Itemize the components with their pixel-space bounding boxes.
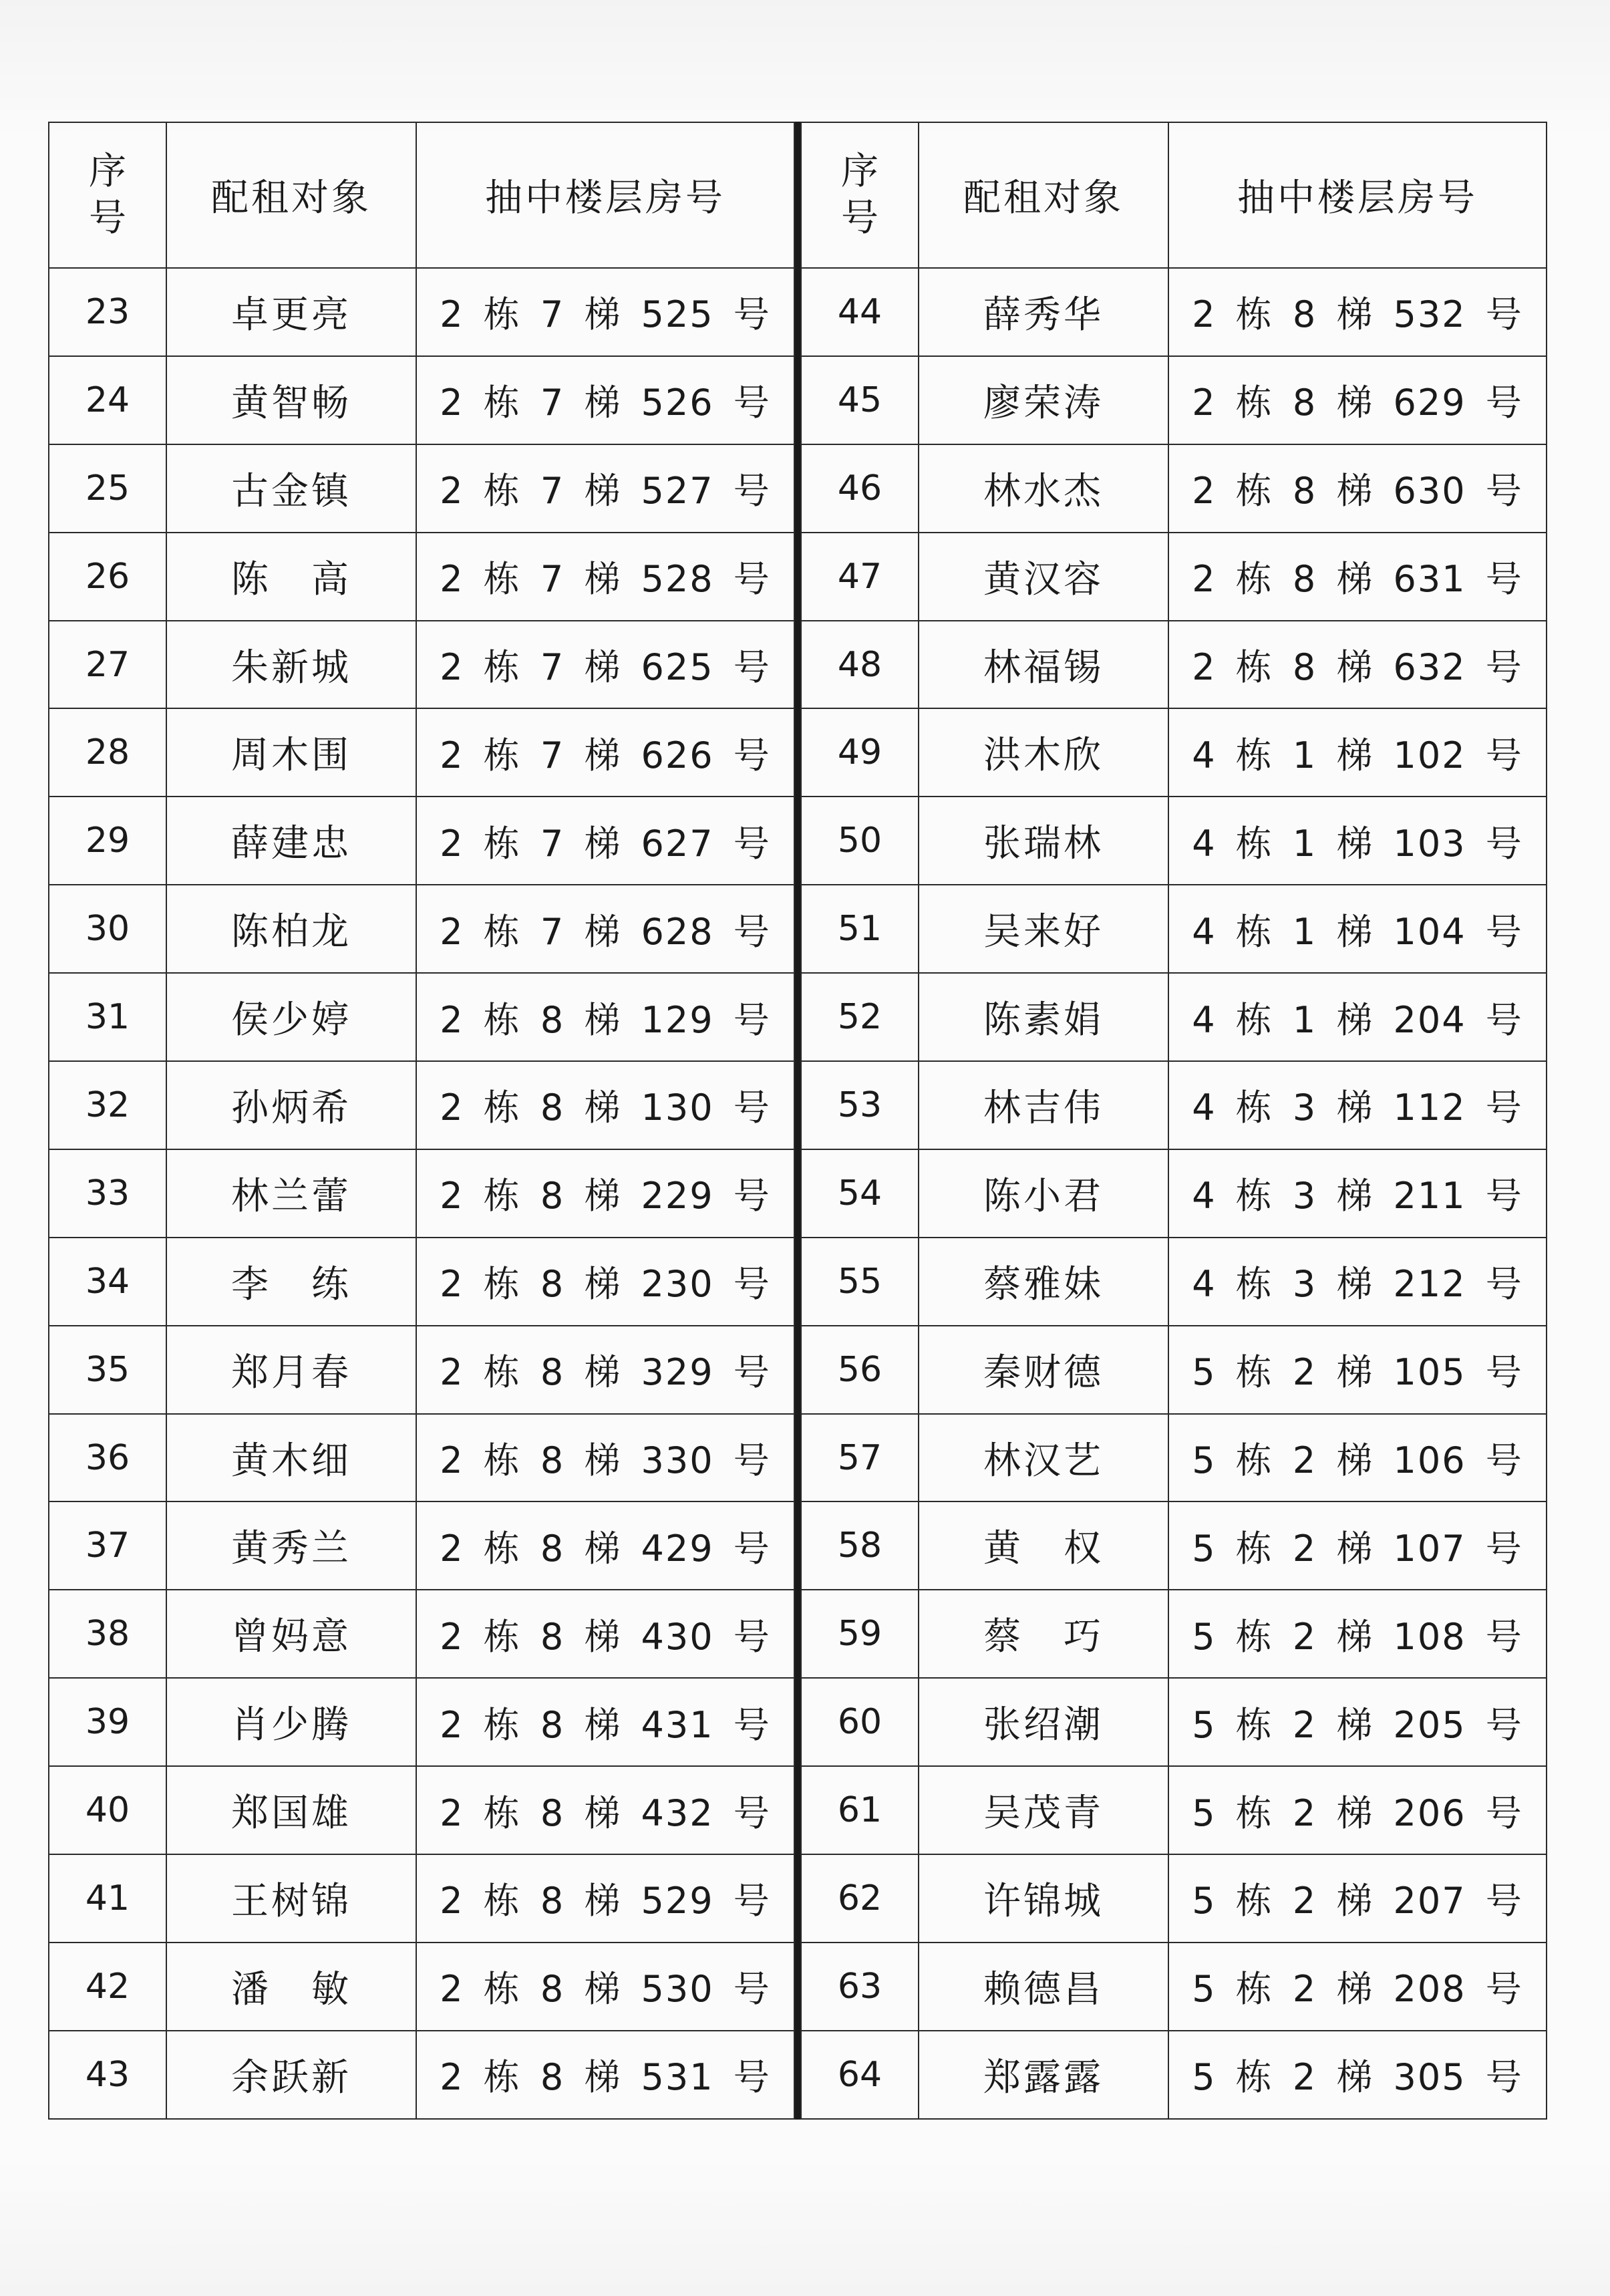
seq-number-cell: 56 <box>801 1326 919 1414</box>
seq-number-cell: 30 <box>49 885 166 973</box>
room-number-cell: 2 栋 7 梯 625 号 <box>416 621 794 709</box>
room-number-cell: 5 栋 2 梯 205 号 <box>1168 1678 1547 1766</box>
seq-number-cell: 37 <box>49 1501 166 1590</box>
tenant-name-cell: 吴茂青 <box>919 1766 1168 1854</box>
tenant-name-cell: 朱新城 <box>166 621 416 709</box>
table-row <box>49 444 794 533</box>
tenant-name-cell: 黄木细 <box>166 1414 416 1502</box>
seq-number-cell: 59 <box>801 1590 919 1678</box>
seq-number-cell: 49 <box>801 708 919 797</box>
room-number-cell: 2 栋 7 梯 527 号 <box>416 444 794 533</box>
table-row <box>49 1501 794 1590</box>
tenant-name-cell: 薛秀华 <box>919 268 1168 356</box>
room-number-cell: 2 栋 8 梯 329 号 <box>416 1326 794 1414</box>
room-number-cell: 2 栋 8 梯 632 号 <box>1168 621 1547 709</box>
table-row <box>801 1766 1547 1854</box>
seq-number-cell: 54 <box>801 1149 919 1238</box>
tenant-name-cell: 秦财德 <box>919 1326 1168 1414</box>
room-number-cell: 2 栋 8 梯 430 号 <box>416 1590 794 1678</box>
room-number-cell: 5 栋 2 梯 106 号 <box>1168 1414 1547 1502</box>
room-number-cell: 5 栋 2 梯 107 号 <box>1168 1501 1547 1590</box>
tenant-name-cell: 王树锦 <box>166 1854 416 1943</box>
tenant-name-cell: 余跃新 <box>166 2031 416 2119</box>
double-column-divider <box>795 122 800 2120</box>
tenant-name-cell: 林兰蕾 <box>166 1149 416 1238</box>
header-tenant: 配租对象 <box>919 122 1168 268</box>
table-row <box>801 1501 1547 1590</box>
tenant-name-cell: 陈 高 <box>166 533 416 621</box>
tenant-name-cell: 林水杰 <box>919 444 1168 533</box>
seq-number-cell: 60 <box>801 1678 919 1766</box>
table-row <box>801 1326 1547 1414</box>
seq-number-cell: 63 <box>801 1943 919 2031</box>
table-row <box>801 708 1547 797</box>
tenant-name-cell: 张瑞林 <box>919 797 1168 885</box>
tenant-name-cell: 吴来好 <box>919 885 1168 973</box>
tenant-name-cell: 林福锡 <box>919 621 1168 709</box>
room-number-cell: 5 栋 2 梯 105 号 <box>1168 1326 1547 1414</box>
table-row <box>801 1678 1547 1766</box>
table-row <box>801 1414 1547 1502</box>
room-number-cell: 2 栋 8 梯 631 号 <box>1168 533 1547 621</box>
seq-number-cell: 42 <box>49 1943 166 2031</box>
tenant-name-cell: 蔡雅妹 <box>919 1238 1168 1326</box>
tenant-name-cell: 陈素娟 <box>919 973 1168 1061</box>
room-number-cell: 2 栋 8 梯 630 号 <box>1168 444 1547 533</box>
tenant-name-cell: 黄智畅 <box>166 356 416 444</box>
room-number-cell: 2 栋 7 梯 626 号 <box>416 708 794 797</box>
room-number-cell: 2 栋 7 梯 525 号 <box>416 268 794 356</box>
table-row <box>801 1590 1547 1678</box>
table-row <box>801 1149 1547 1238</box>
tenant-name-cell: 肖少腾 <box>166 1678 416 1766</box>
tenant-name-cell: 李 练 <box>166 1238 416 1326</box>
table-row <box>801 444 1547 533</box>
table-row <box>49 1414 794 1502</box>
tenant-name-cell: 张绍潮 <box>919 1678 1168 1766</box>
room-number-cell: 2 栋 8 梯 529 号 <box>416 1854 794 1943</box>
seq-number-cell: 24 <box>49 356 166 444</box>
table-row <box>801 797 1547 885</box>
tenant-name-cell: 黄汉容 <box>919 533 1168 621</box>
table-row <box>49 1238 794 1326</box>
table-row <box>49 1766 794 1854</box>
seq-number-cell: 52 <box>801 973 919 1061</box>
seq-number-cell: 53 <box>801 1061 919 1149</box>
table-header-row <box>49 122 794 268</box>
seq-number-cell: 33 <box>49 1149 166 1238</box>
tenant-name-cell: 郑露露 <box>919 2031 1168 2119</box>
tenant-name-cell: 卓更亮 <box>166 268 416 356</box>
table-body-left <box>49 268 794 2119</box>
tenant-name-cell: 古金镇 <box>166 444 416 533</box>
tenant-name-cell: 孙炳希 <box>166 1061 416 1149</box>
tenant-name-cell: 洪木欣 <box>919 708 1168 797</box>
room-number-cell: 2 栋 8 梯 530 号 <box>416 1943 794 2031</box>
seq-number-cell: 43 <box>49 2031 166 2119</box>
seq-number-cell: 26 <box>49 533 166 621</box>
tenant-name-cell: 周木围 <box>166 708 416 797</box>
table-row <box>801 621 1547 709</box>
allocation-table-right <box>800 122 1547 2120</box>
tenant-name-cell: 陈柏龙 <box>166 885 416 973</box>
room-number-cell: 2 栋 7 梯 526 号 <box>416 356 794 444</box>
seq-number-cell: 38 <box>49 1590 166 1678</box>
seq-number-cell: 29 <box>49 797 166 885</box>
room-number-cell: 2 栋 8 梯 129 号 <box>416 973 794 1061</box>
room-number-cell: 5 栋 2 梯 206 号 <box>1168 1766 1547 1854</box>
seq-number-cell: 50 <box>801 797 919 885</box>
seq-number-cell: 44 <box>801 268 919 356</box>
room-number-cell: 2 栋 7 梯 627 号 <box>416 797 794 885</box>
room-number-cell: 2 栋 8 梯 629 号 <box>1168 356 1547 444</box>
seq-number-cell: 36 <box>49 1414 166 1502</box>
table-row <box>801 2031 1547 2119</box>
seq-number-cell: 55 <box>801 1238 919 1326</box>
room-number-cell: 4 栋 3 梯 211 号 <box>1168 1149 1547 1238</box>
table-row <box>49 1149 794 1238</box>
seq-number-cell: 62 <box>801 1854 919 1943</box>
room-number-cell: 4 栋 1 梯 103 号 <box>1168 797 1547 885</box>
seq-number-cell: 41 <box>49 1854 166 1943</box>
table-row <box>801 356 1547 444</box>
room-number-cell: 4 栋 1 梯 102 号 <box>1168 708 1547 797</box>
table-row <box>801 1238 1547 1326</box>
table-row <box>801 268 1547 356</box>
header-room: 抽中楼层房号 <box>416 122 794 268</box>
room-number-cell: 2 栋 8 梯 429 号 <box>416 1501 794 1590</box>
table-body-right <box>801 268 1547 2119</box>
header-room: 抽中楼层房号 <box>1168 122 1547 268</box>
room-number-cell: 2 栋 8 梯 532 号 <box>1168 268 1547 356</box>
table-row <box>801 1061 1547 1149</box>
room-number-cell: 2 栋 8 梯 432 号 <box>416 1766 794 1854</box>
seq-number-cell: 32 <box>49 1061 166 1149</box>
tenant-name-cell: 黄 权 <box>919 1501 1168 1590</box>
table-header-row <box>801 122 1547 268</box>
table-row <box>49 1678 794 1766</box>
seq-number-cell: 64 <box>801 2031 919 2119</box>
room-number-cell: 4 栋 3 梯 112 号 <box>1168 1061 1547 1149</box>
seq-number-cell: 48 <box>801 621 919 709</box>
header-seq: 序号 <box>49 122 166 268</box>
tenant-name-cell: 许锦城 <box>919 1854 1168 1943</box>
table-row <box>49 1061 794 1149</box>
tenant-name-cell: 薛建忠 <box>166 797 416 885</box>
room-number-cell: 4 栋 3 梯 212 号 <box>1168 1238 1547 1326</box>
tenant-name-cell: 陈小君 <box>919 1149 1168 1238</box>
tenant-name-cell: 林汉艺 <box>919 1414 1168 1502</box>
room-number-cell: 5 栋 2 梯 207 号 <box>1168 1854 1547 1943</box>
seq-number-cell: 61 <box>801 1766 919 1854</box>
allocation-table-left <box>48 122 795 2120</box>
tenant-name-cell: 潘 敏 <box>166 1943 416 2031</box>
table-row <box>49 1590 794 1678</box>
seq-number-cell: 45 <box>801 356 919 444</box>
tenant-name-cell: 侯少婷 <box>166 973 416 1061</box>
seq-number-cell: 34 <box>49 1238 166 1326</box>
table-row <box>49 1854 794 1943</box>
seq-number-cell: 57 <box>801 1414 919 1502</box>
tenant-name-cell: 蔡 巧 <box>919 1590 1168 1678</box>
room-number-cell: 2 栋 7 梯 628 号 <box>416 885 794 973</box>
seq-number-cell: 58 <box>801 1501 919 1590</box>
table-row <box>49 356 794 444</box>
seq-number-cell: 47 <box>801 533 919 621</box>
table-row <box>801 973 1547 1061</box>
seq-number-cell: 25 <box>49 444 166 533</box>
seq-number-cell: 40 <box>49 1766 166 1854</box>
table-row <box>801 885 1547 973</box>
tenant-name-cell: 林吉伟 <box>919 1061 1168 1149</box>
table-row <box>49 533 794 621</box>
seq-number-cell: 28 <box>49 708 166 797</box>
seq-number-cell: 51 <box>801 885 919 973</box>
table-row <box>49 708 794 797</box>
room-number-cell: 5 栋 2 梯 305 号 <box>1168 2031 1547 2119</box>
room-number-cell: 2 栋 7 梯 528 号 <box>416 533 794 621</box>
room-number-cell: 2 栋 8 梯 130 号 <box>416 1061 794 1149</box>
table-row <box>49 973 794 1061</box>
room-number-cell: 2 栋 8 梯 229 号 <box>416 1149 794 1238</box>
tenant-name-cell: 廖荣涛 <box>919 356 1168 444</box>
table-row <box>801 533 1547 621</box>
table-row <box>49 797 794 885</box>
table-row <box>801 1854 1547 1943</box>
allocation-tables <box>48 122 1546 2120</box>
table-row <box>49 885 794 973</box>
header-seq: 序号 <box>801 122 919 268</box>
room-number-cell: 2 栋 8 梯 531 号 <box>416 2031 794 2119</box>
seq-number-cell: 39 <box>49 1678 166 1766</box>
room-number-cell: 5 栋 2 梯 208 号 <box>1168 1943 1547 2031</box>
room-number-cell: 2 栋 8 梯 431 号 <box>416 1678 794 1766</box>
table-row <box>49 621 794 709</box>
table-row <box>49 1943 794 2031</box>
seq-number-cell: 23 <box>49 268 166 356</box>
seq-number-cell: 46 <box>801 444 919 533</box>
table-row <box>801 1943 1547 2031</box>
seq-number-cell: 27 <box>49 621 166 709</box>
tenant-name-cell: 郑月春 <box>166 1326 416 1414</box>
room-number-cell: 2 栋 8 梯 230 号 <box>416 1238 794 1326</box>
room-number-cell: 4 栋 1 梯 204 号 <box>1168 973 1547 1061</box>
room-number-cell: 2 栋 8 梯 330 号 <box>416 1414 794 1502</box>
header-tenant: 配租对象 <box>166 122 416 268</box>
tenant-name-cell: 黄秀兰 <box>166 1501 416 1590</box>
tenant-name-cell: 郑国雄 <box>166 1766 416 1854</box>
table-row <box>49 1326 794 1414</box>
room-number-cell: 5 栋 2 梯 108 号 <box>1168 1590 1547 1678</box>
tenant-name-cell: 赖德昌 <box>919 1943 1168 2031</box>
seq-number-cell: 31 <box>49 973 166 1061</box>
table-row <box>49 268 794 356</box>
seq-number-cell: 35 <box>49 1326 166 1414</box>
table-row <box>49 2031 794 2119</box>
room-number-cell: 4 栋 1 梯 104 号 <box>1168 885 1547 973</box>
tenant-name-cell: 曾妈意 <box>166 1590 416 1678</box>
